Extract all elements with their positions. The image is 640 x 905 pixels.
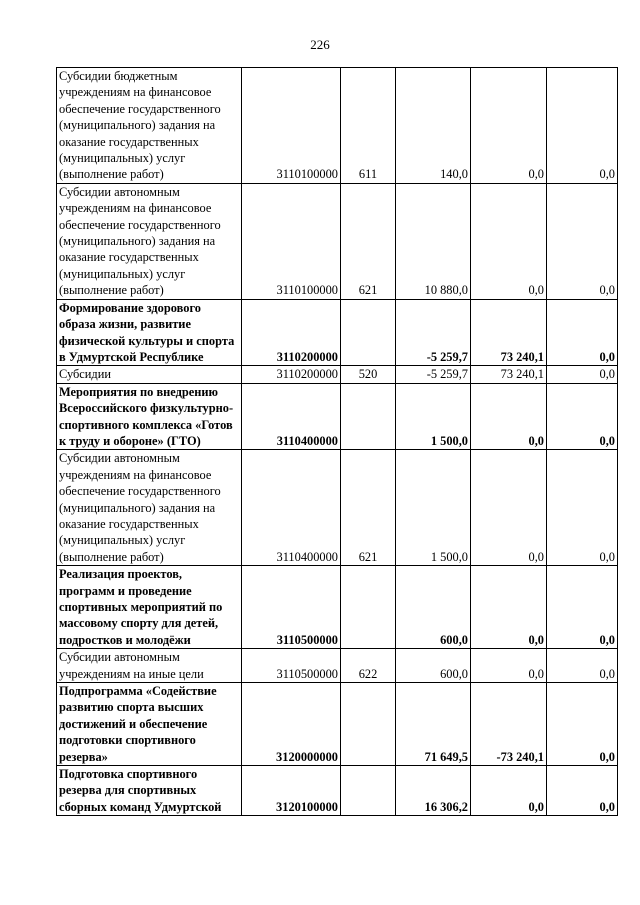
table-row	[57, 450, 618, 566]
table-row	[57, 566, 618, 649]
expense-type-cell	[341, 683, 396, 766]
amount-3-cell: 0,0	[547, 450, 618, 566]
amount-3-cell: 0,0	[547, 183, 618, 299]
amount-2-cell: 0,0	[471, 766, 547, 816]
page-number: 226	[310, 37, 330, 52]
expense-type-cell: 621	[341, 183, 396, 299]
amount-1-cell: 600,0	[396, 649, 471, 683]
amount-1-cell: -5 259,7	[396, 366, 471, 383]
table-row	[57, 649, 618, 683]
item-name-cell: Мероприятия по внедрению Всероссийского физкультурно-спортивного комплекса «Готов к труду и обороне» (ГТО)	[57, 383, 242, 450]
item-name-cell: Субсидии бюджетным учреждениям на финансовое обеспечение государственного (муниципального) задания на оказание государственных (муниципальных) услуг (выполнение работ)	[57, 68, 242, 184]
amount-3-cell: 0,0	[547, 299, 618, 366]
expense-type-cell	[341, 566, 396, 649]
expense-type-cell: 621	[341, 450, 396, 566]
budget-table	[56, 67, 618, 816]
target-code-cell: 3110100000	[242, 183, 341, 299]
amount-3-cell: 0,0	[547, 649, 618, 683]
amount-1-cell: 140,0	[396, 68, 471, 184]
amount-1-cell: -5 259,7	[396, 299, 471, 366]
target-code-cell: 3110200000	[242, 366, 341, 383]
table-row	[57, 68, 618, 184]
item-name-cell: Реализация проектов, программ и проведение спортивных мероприятий по массовому спорту для детей, подростков и молодёжи	[57, 566, 242, 649]
item-name-cell: Субсидии	[57, 366, 242, 383]
amount-2-cell: 0,0	[471, 450, 547, 566]
amount-3-cell: 0,0	[547, 566, 618, 649]
table-row	[57, 299, 618, 366]
table-row	[57, 183, 618, 299]
amount-3-cell: 0,0	[547, 683, 618, 766]
item-name-cell: Подготовка спортивного резерва для спортивных сборных команд Удмуртской	[57, 766, 242, 816]
amount-1-cell: 600,0	[396, 566, 471, 649]
expense-type-cell	[341, 299, 396, 366]
amount-2-cell: 0,0	[471, 68, 547, 184]
amount-3-cell: 0,0	[547, 366, 618, 383]
amount-2-cell: 73 240,1	[471, 299, 547, 366]
expense-type-cell: 611	[341, 68, 396, 184]
expense-type-cell: 622	[341, 649, 396, 683]
amount-1-cell: 1 500,0	[396, 450, 471, 566]
table-row	[57, 766, 618, 816]
item-name-cell: Подпрограмма «Содействие развитию спорта высших достижений и обеспечение подготовки спортивного резерва»	[57, 683, 242, 766]
amount-2-cell: 0,0	[471, 649, 547, 683]
table-row	[57, 683, 618, 766]
amount-2-cell: -73 240,1	[471, 683, 547, 766]
expense-type-cell	[341, 766, 396, 816]
table-row	[57, 383, 618, 450]
amount-3-cell: 0,0	[547, 68, 618, 184]
amount-2-cell: 73 240,1	[471, 366, 547, 383]
amount-2-cell: 0,0	[471, 383, 547, 450]
amount-1-cell: 1 500,0	[396, 383, 471, 450]
item-name-cell: Субсидии автономным учреждениям на иные цели	[57, 649, 242, 683]
amount-3-cell: 0,0	[547, 383, 618, 450]
target-code-cell: 3110100000	[242, 68, 341, 184]
expense-type-cell: 520	[341, 366, 396, 383]
amount-3-cell: 0,0	[547, 766, 618, 816]
amount-1-cell: 16 306,2	[396, 766, 471, 816]
target-code-cell: 3120100000	[242, 766, 341, 816]
target-code-cell: 3110400000	[242, 450, 341, 566]
item-name-cell: Субсидии автономным учреждениям на финансовое обеспечение государственного (муниципального) задания на оказание государственных (муниципальных) услуг (выполнение работ)	[57, 450, 242, 566]
item-name-cell: Формирование здорового образа жизни, развитие физической культуры и спорта в Удмуртской Республике	[57, 299, 242, 366]
target-code-cell: 3120000000	[242, 683, 341, 766]
table-row	[57, 366, 618, 383]
target-code-cell: 3110400000	[242, 383, 341, 450]
target-code-cell: 3110500000	[242, 566, 341, 649]
amount-2-cell: 0,0	[471, 566, 547, 649]
target-code-cell: 3110500000	[242, 649, 341, 683]
amount-1-cell: 10 880,0	[396, 183, 471, 299]
amount-1-cell: 71 649,5	[396, 683, 471, 766]
expense-type-cell	[341, 383, 396, 450]
target-code-cell: 3110200000	[242, 299, 341, 366]
item-name-cell: Субсидии автономным учреждениям на финансовое обеспечение государственного (муниципального) задания на оказание государственных (муниципальных) услуг (выполнение работ)	[57, 183, 242, 299]
amount-2-cell: 0,0	[471, 183, 547, 299]
